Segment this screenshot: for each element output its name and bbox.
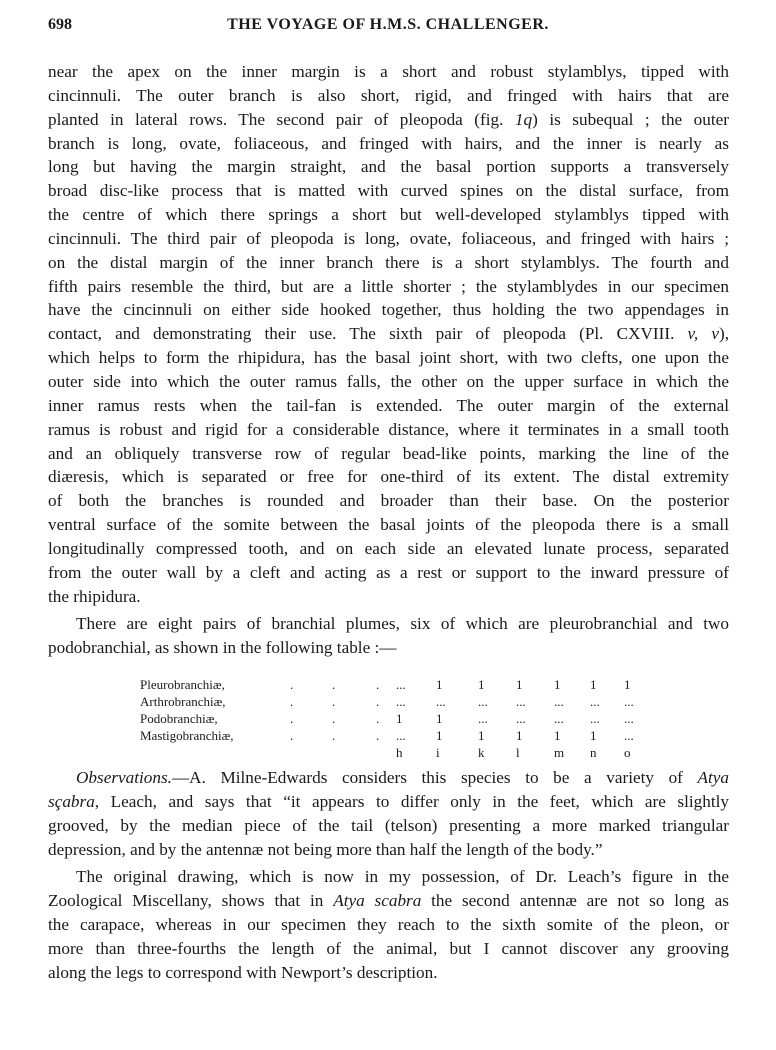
- text-run: broad disc-like process that is matted with curved spines on the distal surface, from: [48, 181, 729, 201]
- text-run: ramus is robust and rigid for a considerable distance, where it terminates in a small tooth: [48, 419, 729, 439]
- row-label: Podobranchiæ,: [140, 711, 218, 727]
- italic-text-run: Observations.: [76, 768, 172, 788]
- table-cell: 1: [590, 677, 597, 693]
- text-line: [48, 889, 729, 913]
- table-cell: ...: [396, 677, 406, 693]
- text-line: [48, 418, 729, 442]
- table-cell: 1: [554, 677, 561, 693]
- table-cell: ...: [624, 694, 634, 710]
- text-line: [48, 346, 729, 370]
- column-letter: n: [590, 745, 597, 761]
- row-label: Pleurobranchiæ,: [140, 677, 225, 693]
- paragraph: [48, 865, 729, 984]
- leader-dot: .: [290, 711, 294, 727]
- column-letter: i: [436, 745, 440, 761]
- text-run: , Leach, and says that “it appears to differ only in the feet, which are slightly: [94, 791, 729, 811]
- row-label: Mastigobranchiæ,: [140, 728, 234, 744]
- text-run: ventral surface of the somite between the basal joints of the pleopoda there is a small: [48, 515, 729, 535]
- text-line: [48, 394, 729, 418]
- italic-text-run: Atya scabra: [333, 891, 422, 911]
- text-block-1: [48, 60, 729, 660]
- text-line: [48, 838, 729, 862]
- table-cell: 1: [396, 711, 403, 727]
- leader-dot: .: [290, 677, 294, 693]
- text-run: grooved, by the median piece of the tail (telson) presenting a more marked triangular: [48, 815, 729, 835]
- text-run: outer side into which the outer ramus falls, the other on the upper surface in which the: [48, 371, 729, 391]
- table-row: [140, 710, 660, 727]
- running-title: THE VOYAGE OF H.M.S. CHALLENGER.: [227, 16, 549, 33]
- table-cell: ...: [516, 694, 526, 710]
- text-block-2: [48, 766, 729, 985]
- table-cell: 1: [436, 677, 443, 693]
- text-line: [48, 108, 729, 132]
- text-line: [48, 865, 729, 889]
- text-run: depression, and by the antennæ not being more than half the length of the body.”: [48, 839, 603, 859]
- row-label: Arthrobranchiæ,: [140, 694, 226, 710]
- leader-dot: .: [376, 711, 380, 727]
- text-run: podobranchial, as shown in the following table :—: [48, 638, 397, 658]
- column-letter: k: [478, 745, 485, 761]
- text-line: [48, 537, 729, 561]
- text-run: fifth pairs resemble the third, but are a little shorter ; the stylamblydes in our specimen: [48, 276, 729, 296]
- text-line: [48, 612, 729, 636]
- text-line: [48, 298, 729, 322]
- text-line: [48, 442, 729, 466]
- table-cell: ...: [590, 694, 600, 710]
- text-line: [48, 251, 729, 275]
- page-body: [48, 60, 729, 985]
- table-cell: 1: [590, 728, 597, 744]
- text-line: [48, 275, 729, 299]
- text-run: and an obliquely transverse row of regular bead-like points, marking the line of the: [48, 443, 729, 463]
- table-row: [140, 693, 660, 710]
- table-row: [140, 676, 660, 693]
- text-run: cincinnuli. The outer branch is also short, rigid, and fringed with hairs that are: [48, 85, 729, 105]
- table-cell: ...: [554, 694, 564, 710]
- text-line: [48, 561, 729, 585]
- text-run: the carapace, whereas in our specimen they reach to the sixth somite of the pleon, or: [48, 915, 729, 935]
- leader-dot: .: [376, 677, 380, 693]
- text-line: [48, 513, 729, 537]
- text-line: [48, 913, 729, 937]
- table-cell: ...: [554, 711, 564, 727]
- table-cell: ...: [590, 711, 600, 727]
- page-header: [48, 16, 728, 38]
- paragraph: [48, 60, 729, 612]
- table-cell: 1: [436, 711, 443, 727]
- text-run: cincinnuli. The third pair of pleopoda is long, ovate, foliaceous, and fringed with hairs ;: [48, 228, 729, 248]
- table-cell: 1: [516, 728, 523, 744]
- table-cell: 1: [478, 677, 485, 693]
- text-line: [48, 60, 729, 84]
- text-run: from the outer wall by a cleft and acting as a rest or support to the inward pressure of: [48, 562, 729, 582]
- text-run: longitudinally compressed tooth, and on each side an elevated lunate process, separated: [48, 538, 729, 558]
- text-run: the centre of which there springs a short but well-developed stylamblys tipped with: [48, 205, 729, 225]
- page-number: 698: [48, 16, 72, 33]
- table-cell: 1: [624, 677, 631, 693]
- italic-text-run: sçabra: [48, 791, 95, 811]
- table-cell: 1: [516, 677, 523, 693]
- text-run: Zoological Miscellany, shows that in: [48, 891, 334, 911]
- text-run: contact, and demonstrating their use. The sixth pair of pleopoda (Pl. CXVIII.: [48, 324, 688, 344]
- column-letter: h: [396, 745, 403, 761]
- text-run: near the apex on the inner margin is a short and robust stylamblys, tipped with: [48, 62, 729, 81]
- leader-dot: .: [376, 694, 380, 710]
- table-cell: 1: [436, 728, 443, 744]
- text-line: [48, 227, 729, 251]
- text-run: ) is subequal ; the outer: [532, 109, 729, 129]
- text-run: along the legs to correspond with Newport’s description.: [48, 962, 438, 982]
- table-cell: ...: [624, 711, 634, 727]
- text-line: [48, 961, 729, 985]
- text-run: which helps to form the rhipidura, has the basal joint short, with two clefts, one upon the: [48, 348, 729, 368]
- italic-text-run: Atya: [697, 768, 729, 788]
- leader-dot: .: [290, 728, 294, 744]
- text-run: long but having the margin straight, and the basal portion supports a transversely: [48, 157, 729, 177]
- column-letter: m: [554, 745, 565, 761]
- italic-text-run: v, v: [687, 324, 719, 344]
- text-line: [48, 179, 729, 203]
- leader-dot: .: [332, 677, 336, 693]
- text-line: [48, 585, 729, 609]
- leader-dot: .: [376, 728, 380, 744]
- text-run: branch is long, ovate, foliaceous, and fringed with hairs, and the inner is nearly as: [48, 133, 729, 153]
- branchial-table: [48, 662, 729, 766]
- table-cell: ...: [436, 694, 446, 710]
- text-run: The original drawing, which is now in my possession, of Dr. Leach’s figure in the: [76, 867, 729, 887]
- text-line: [48, 636, 729, 660]
- table-row: [140, 727, 660, 744]
- table-cell: 1: [554, 728, 561, 744]
- paragraph: [48, 612, 729, 660]
- table-cell: ...: [478, 694, 488, 710]
- leader-dot: .: [332, 694, 336, 710]
- text-run: the rhipidura.: [48, 586, 141, 606]
- italic-text-run: 1q: [514, 109, 533, 129]
- table-cell: ...: [478, 711, 488, 727]
- text-run: ),: [718, 324, 730, 344]
- text-line: [48, 790, 729, 814]
- column-letter: l: [516, 745, 520, 761]
- leader-dot: .: [332, 728, 336, 744]
- table-cell: ...: [396, 728, 406, 744]
- table-cell: 1: [478, 728, 485, 744]
- text-line: [48, 766, 729, 790]
- text-line: [48, 814, 729, 838]
- text-line: [48, 203, 729, 227]
- column-letters-row: [140, 744, 660, 761]
- text-line: [48, 84, 729, 108]
- text-run: of both the branches is rounded and broader than their base. On the posterior: [48, 491, 729, 511]
- text-line: [48, 937, 729, 961]
- text-line: [48, 370, 729, 394]
- text-run: There are eight pairs of branchial plumes, six of which are pleurobranchial and two: [76, 614, 729, 634]
- text-line: [48, 489, 729, 513]
- text-line: [48, 465, 729, 489]
- text-run: have the cincinnuli on either side hooked together, thus holding the two appendages in: [48, 300, 729, 320]
- paragraph: [48, 766, 729, 865]
- leader-dot: .: [290, 694, 294, 710]
- text-run: on the distal margin of the inner branch there is a short stylamblys. The fourth and: [48, 252, 729, 272]
- leader-dot: .: [332, 711, 336, 727]
- text-run: more than three-fourths the length of the animal, but I cannot discover any grooving: [48, 939, 729, 958]
- column-letter: o: [624, 745, 631, 761]
- table-cell: ...: [624, 728, 634, 744]
- text-line: [48, 322, 729, 346]
- table-cell: ...: [396, 694, 406, 710]
- text-run: planted in lateral rows. The second pair of pleopoda (fig.: [48, 109, 515, 129]
- text-run: diæresis, which is separated or free for one-third of its extent. The distal extremity: [48, 467, 729, 487]
- text-run: the second antennæ are not so long as: [421, 891, 729, 911]
- text-line: [48, 155, 729, 179]
- text-run: —A. Milne-Edwards considers this species to be a variety of: [171, 768, 698, 788]
- table-cell: ...: [516, 711, 526, 727]
- text-line: [48, 132, 729, 156]
- text-run: inner ramus rests when the tail-fan is extended. The outer margin of the external: [48, 395, 729, 415]
